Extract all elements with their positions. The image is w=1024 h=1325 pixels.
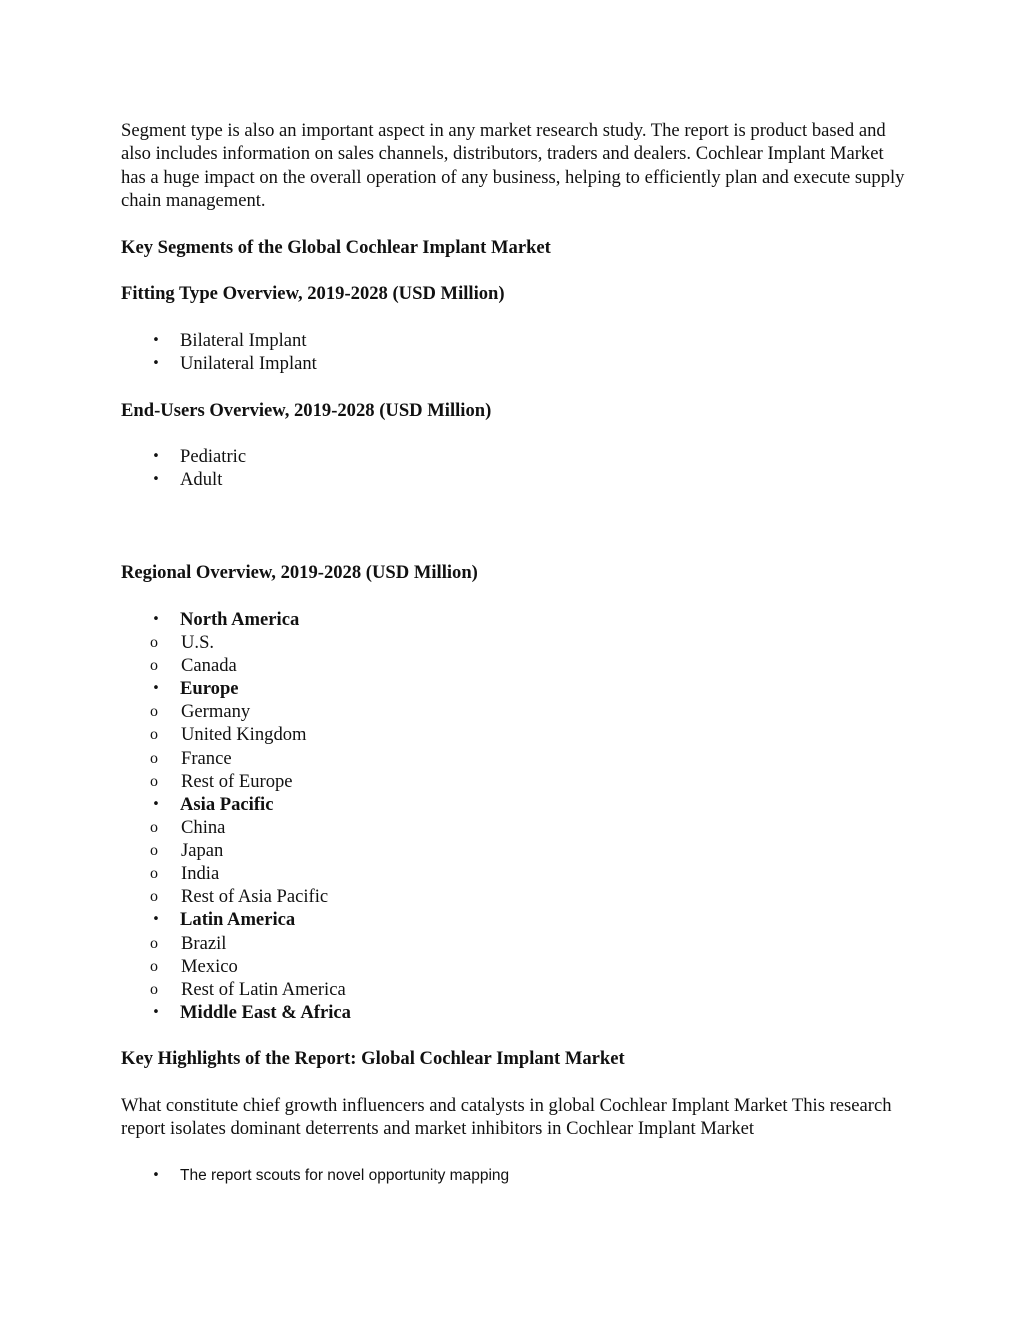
region-item: • North America xyxy=(121,608,911,631)
bullet-icon: • xyxy=(152,796,160,812)
highlights-heading: Key Highlights of the Report: Global Cochlear Implant Market xyxy=(121,1048,625,1070)
regional-heading: Regional Overview, 2019-2028 (USD Million) xyxy=(121,562,478,584)
intro-paragraph: Segment type is also an important aspect in any market research study. The report is product based and also includes information on sales channels, distributors, traders and dealers. Cochlear Implant Market has a huge impact on the overall operation of any business, helping to efficiently plan and execute supply chain management. xyxy=(121,120,905,212)
sub-bullet-icon: o xyxy=(150,865,158,883)
bullet-icon: • xyxy=(152,611,160,627)
sub-bullet-icon: o xyxy=(150,749,158,767)
list-item: • Bilateral Implant xyxy=(121,329,911,352)
bullet-icon: • xyxy=(152,912,160,928)
list-item: o Japan xyxy=(150,840,224,862)
document-page xyxy=(121,119,911,1187)
sub-bullet-icon: o xyxy=(150,726,158,744)
sub-bullet-icon: o xyxy=(150,633,158,651)
region-item: • Latin America xyxy=(121,908,911,931)
sub-bullet-icon: o xyxy=(150,888,158,906)
sub-bullet-icon: o xyxy=(150,818,158,836)
list-item: • Adult xyxy=(121,468,911,491)
list-item: o China xyxy=(150,816,226,838)
bullet-icon: • xyxy=(152,449,160,465)
list-item: o Germany xyxy=(150,701,251,723)
list-item: o India xyxy=(150,863,220,885)
region-item: • Europe xyxy=(121,677,911,700)
list-item: o France xyxy=(150,747,232,769)
list-item: o Mexico xyxy=(150,955,238,977)
end-users-list xyxy=(121,445,911,491)
country-list xyxy=(121,700,911,792)
bullet-icon: • xyxy=(152,1004,160,1020)
region-item: • Middle East & Africa xyxy=(121,1001,911,1024)
region-item: • Asia Pacific xyxy=(121,793,911,816)
list-item: • Pediatric xyxy=(121,445,911,468)
list-item: o United Kingdom xyxy=(150,724,307,746)
country-list xyxy=(121,932,911,1001)
highlights-paragraph: What constitute chief growth influencers and catalysts in global Cochlear Implant Market This research report isolates dominant deterrents and market inhibitors in Cochlear Implant Market xyxy=(121,1094,892,1140)
bullet-icon: • xyxy=(152,472,160,488)
fitting-type-list xyxy=(121,329,911,375)
bullet-icon: • xyxy=(152,681,160,697)
sub-bullet-icon: o xyxy=(150,934,158,952)
sub-bullet-icon: o xyxy=(150,957,158,975)
list-item: • The report scouts for novel opportunity mapping xyxy=(121,1164,911,1187)
end-users-heading: End-Users Overview, 2019-2028 (USD Million) xyxy=(121,399,492,421)
list-item: o Rest of Asia Pacific xyxy=(150,886,329,908)
highlights-list xyxy=(121,1164,911,1187)
bullet-icon: • xyxy=(152,333,160,348)
bullet-icon: • xyxy=(152,1167,160,1183)
list-item: o Canada xyxy=(150,655,237,677)
list-item: o Brazil xyxy=(150,932,227,954)
list-item: • Unilateral Implant xyxy=(121,352,911,375)
country-list xyxy=(121,631,911,677)
sub-bullet-icon: o xyxy=(150,703,158,721)
sub-bullet-icon: o xyxy=(150,842,158,860)
country-list xyxy=(121,816,911,908)
key-segments-heading: Key Segments of the Global Cochlear Implant Market xyxy=(121,236,551,258)
fitting-type-heading: Fitting Type Overview, 2019-2028 (USD Million) xyxy=(121,283,505,305)
sub-bullet-icon: o xyxy=(150,657,158,675)
bullet-icon: • xyxy=(152,356,160,372)
sub-bullet-icon: o xyxy=(150,980,158,998)
sub-bullet-icon: o xyxy=(150,772,158,790)
list-item: o Rest of Europe xyxy=(150,770,293,792)
list-item: o Rest of Latin America xyxy=(150,978,346,1000)
list-item: o U.S. xyxy=(150,631,215,653)
regional-list xyxy=(121,608,911,1024)
